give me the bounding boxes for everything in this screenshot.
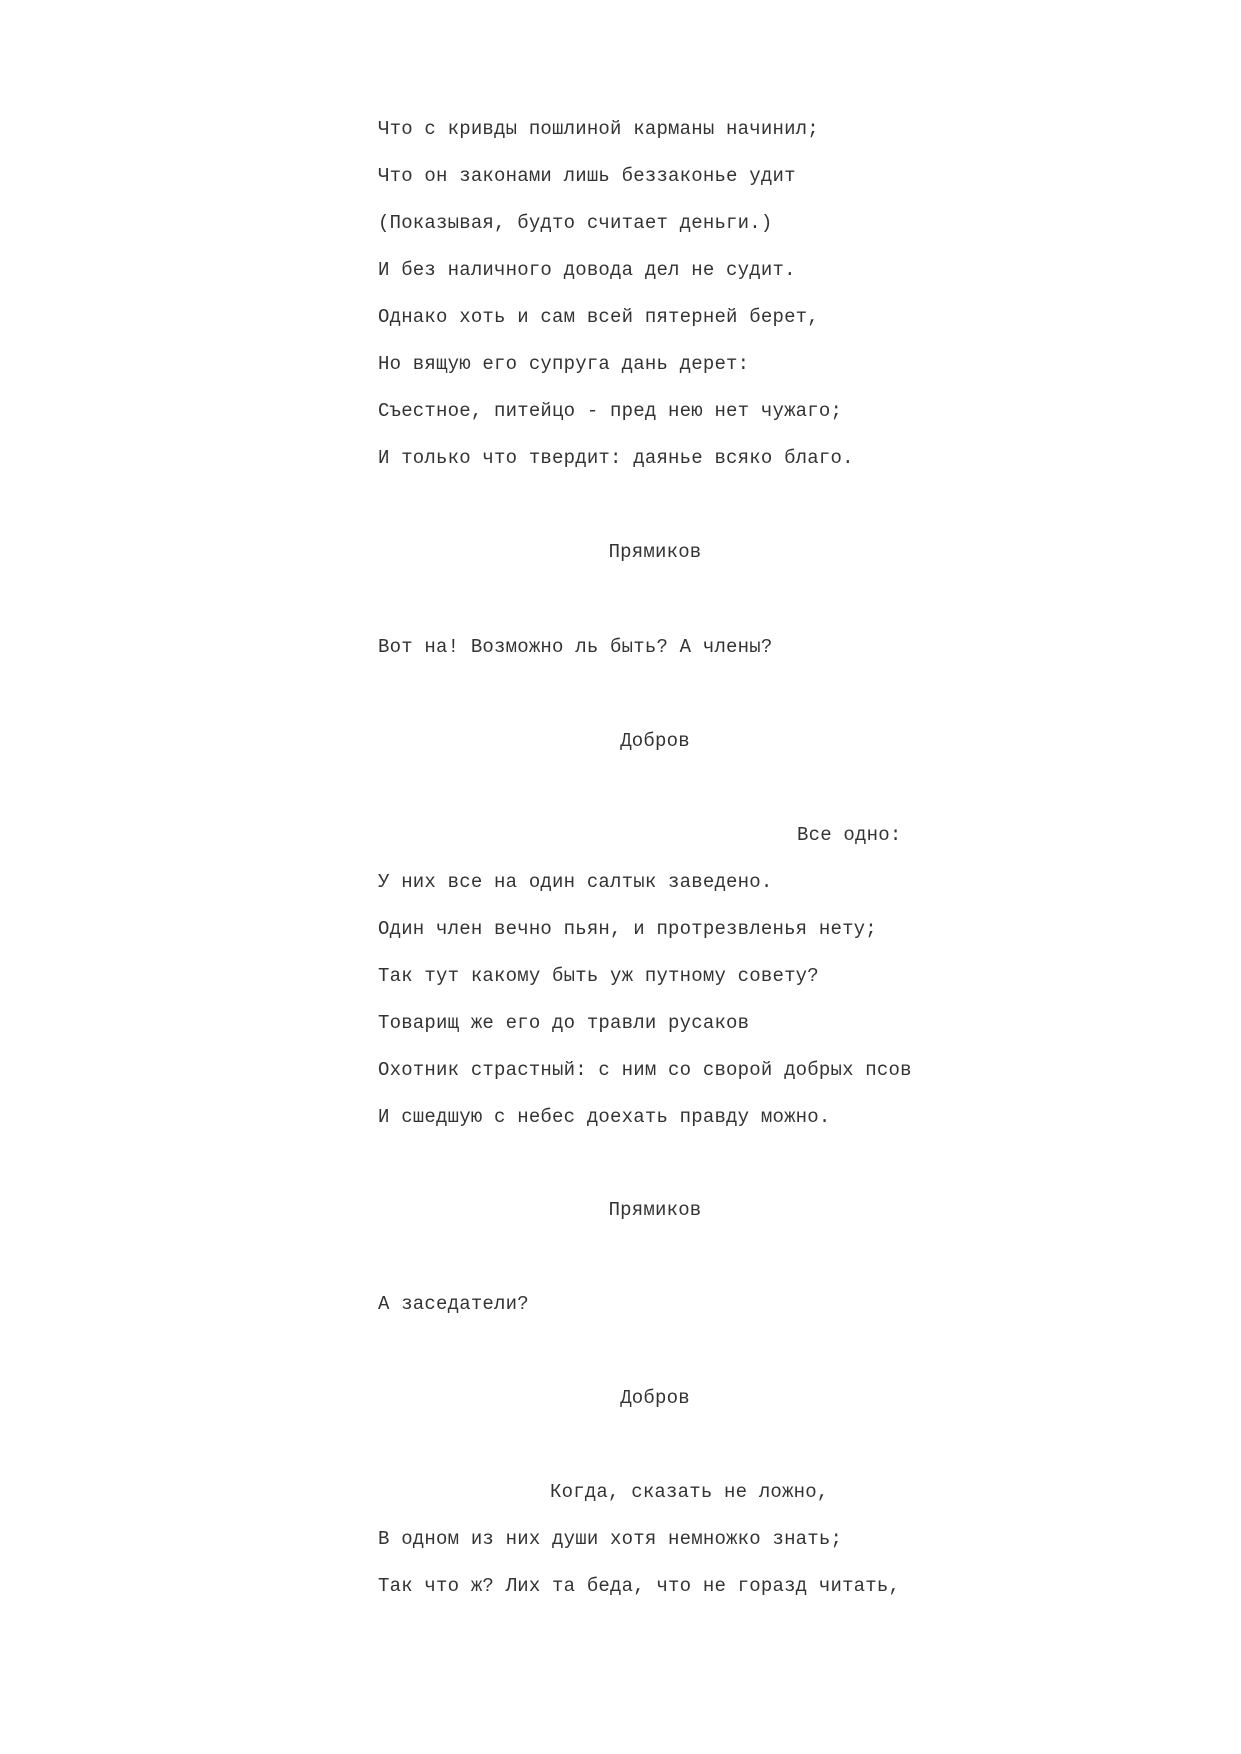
verse-line: Однако хоть и сам всей пятерней берет, [378,306,819,328]
verse-line: Так что ж? Лих та беда, что не горазд читать, [378,1575,901,1597]
speaker-name: Прямиков [608,541,702,563]
verse-line: Охотник страстный: с ним со сворой добрых псов [378,1059,912,1081]
verse-line: В одном из них души хотя немножко знать; [378,1528,843,1550]
verse-line: Что с кривды пошлиной карманы начинил; [378,118,819,140]
stage-direction: (Показывая, будто считает деньги.) [378,212,773,234]
verse-line: Но вящую его супруга дань дерет: [378,353,750,375]
verse-line: Так тут какому быть уж путному совету? [378,965,819,987]
verse-line: А заседатели? [378,1293,529,1315]
verse-line: Вот на! Возможно ль быть? А члены? [378,636,773,658]
verse-line: И только что твердит: даянье всяко благо. [378,447,854,469]
speaker-name: Прямиков [608,1199,702,1221]
verse-line: И без наличного довода дел не судит. [378,259,796,281]
verse-line: И сшедшую с небес доехать правду можно. [378,1106,831,1128]
verse-line: Один член вечно пьян, и протрезвленья нету; [378,918,877,940]
speaker-name: Добров [620,730,690,752]
indented-verse-line: Когда, сказать не ложно, [550,1481,829,1503]
verse-line: У них все на один салтык заведено. [378,871,773,893]
verse-line: Съестное, питейцо - пред нею нет чужаго; [378,400,843,422]
verse-line: Что он законами лишь беззаконье удит [378,165,796,187]
verse-line: Товарищ же его до травли русаков [378,1012,750,1034]
indented-verse-line: Все одно: [797,824,902,846]
speaker-name: Добров [620,1387,690,1409]
